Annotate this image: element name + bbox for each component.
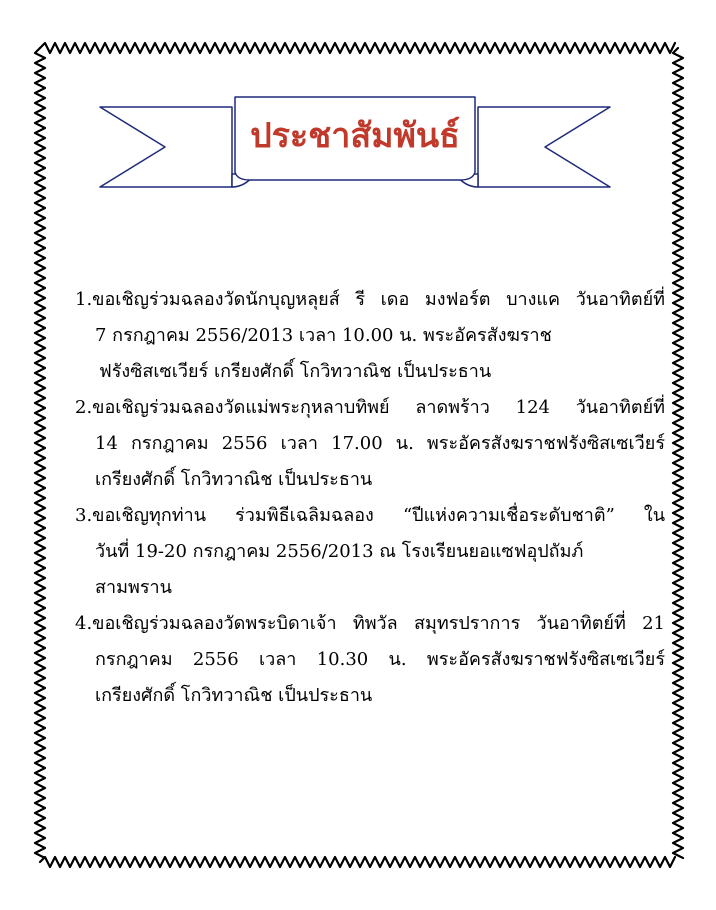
announcement-line: กรกฎาคม 2556 เวลา 10.30 น. พระอัครสังฆราชฟรังซิสเซเวียร์ <box>95 649 665 670</box>
announcement-line: ฟรังซิสเซเวียร์ เกรียงศักดิ์ โกวิทวาณิช เป็นประธาน <box>99 361 492 382</box>
announcement-line: 14 กรกฎาคม 2556 เวลา 17.00 น. พระอัครสังฆราชฟรังซิสเซเวียร์ <box>95 433 665 454</box>
announcement-line: เกรียงศักดิ์ โกวิทวาณิช เป็นประธาน <box>95 685 373 706</box>
border-zigzag-line <box>673 48 683 858</box>
title-banner <box>95 92 615 202</box>
announcement-list <box>75 282 665 714</box>
announcement-line: เกรียงศักดิ์ โกวิทวาณิช เป็นประธาน <box>95 469 373 490</box>
announcement-line: 7 กรกฎาคม 2556/2013 เวลา 10.00 น. พระอัครสังฆราช <box>95 325 552 346</box>
border-zigzag-line <box>35 48 45 858</box>
announcement-item <box>75 498 665 606</box>
announcement-item <box>75 282 665 390</box>
announcement-item <box>75 606 665 714</box>
page-title: ประชาสัมพันธ์ <box>250 116 460 156</box>
announcement-line: วันที่ 19-20 กรกฎาคม 2556/2013 ณ โรงเรียนยอแซฟอุปถัมภ์ <box>95 541 584 562</box>
announcement-line: 1.ขอเชิญร่วมฉลองวัดนักบุญหลุยส์ รี เดอ มงฟอร์ต บางแค วันอาทิตย์ที่ <box>75 289 665 310</box>
announcement-item <box>75 390 665 498</box>
announcement-line: 4.ขอเชิญร่วมฉลองวัดพระบิดาเจ้า ทิพวัล สมุทรปราการ วันอาทิตย์ที่ 21 <box>75 613 665 634</box>
announcement-line: 3.ขอเชิญทุกท่าน ร่วมพิธีเฉลิมฉลอง “ปีแห่งความเชื่อระดับชาติ” ใน <box>75 505 665 526</box>
announcement-line: 2.ขอเชิญร่วมฉลองวัดแม่พระกุหลาบทิพย์ ลาดพร้าว 124 วันอาทิตย์ที่ <box>75 397 665 418</box>
border-zigzag-line <box>40 43 675 53</box>
border-zigzag-line <box>40 857 675 867</box>
announcement-line: สามพราน <box>95 577 172 598</box>
